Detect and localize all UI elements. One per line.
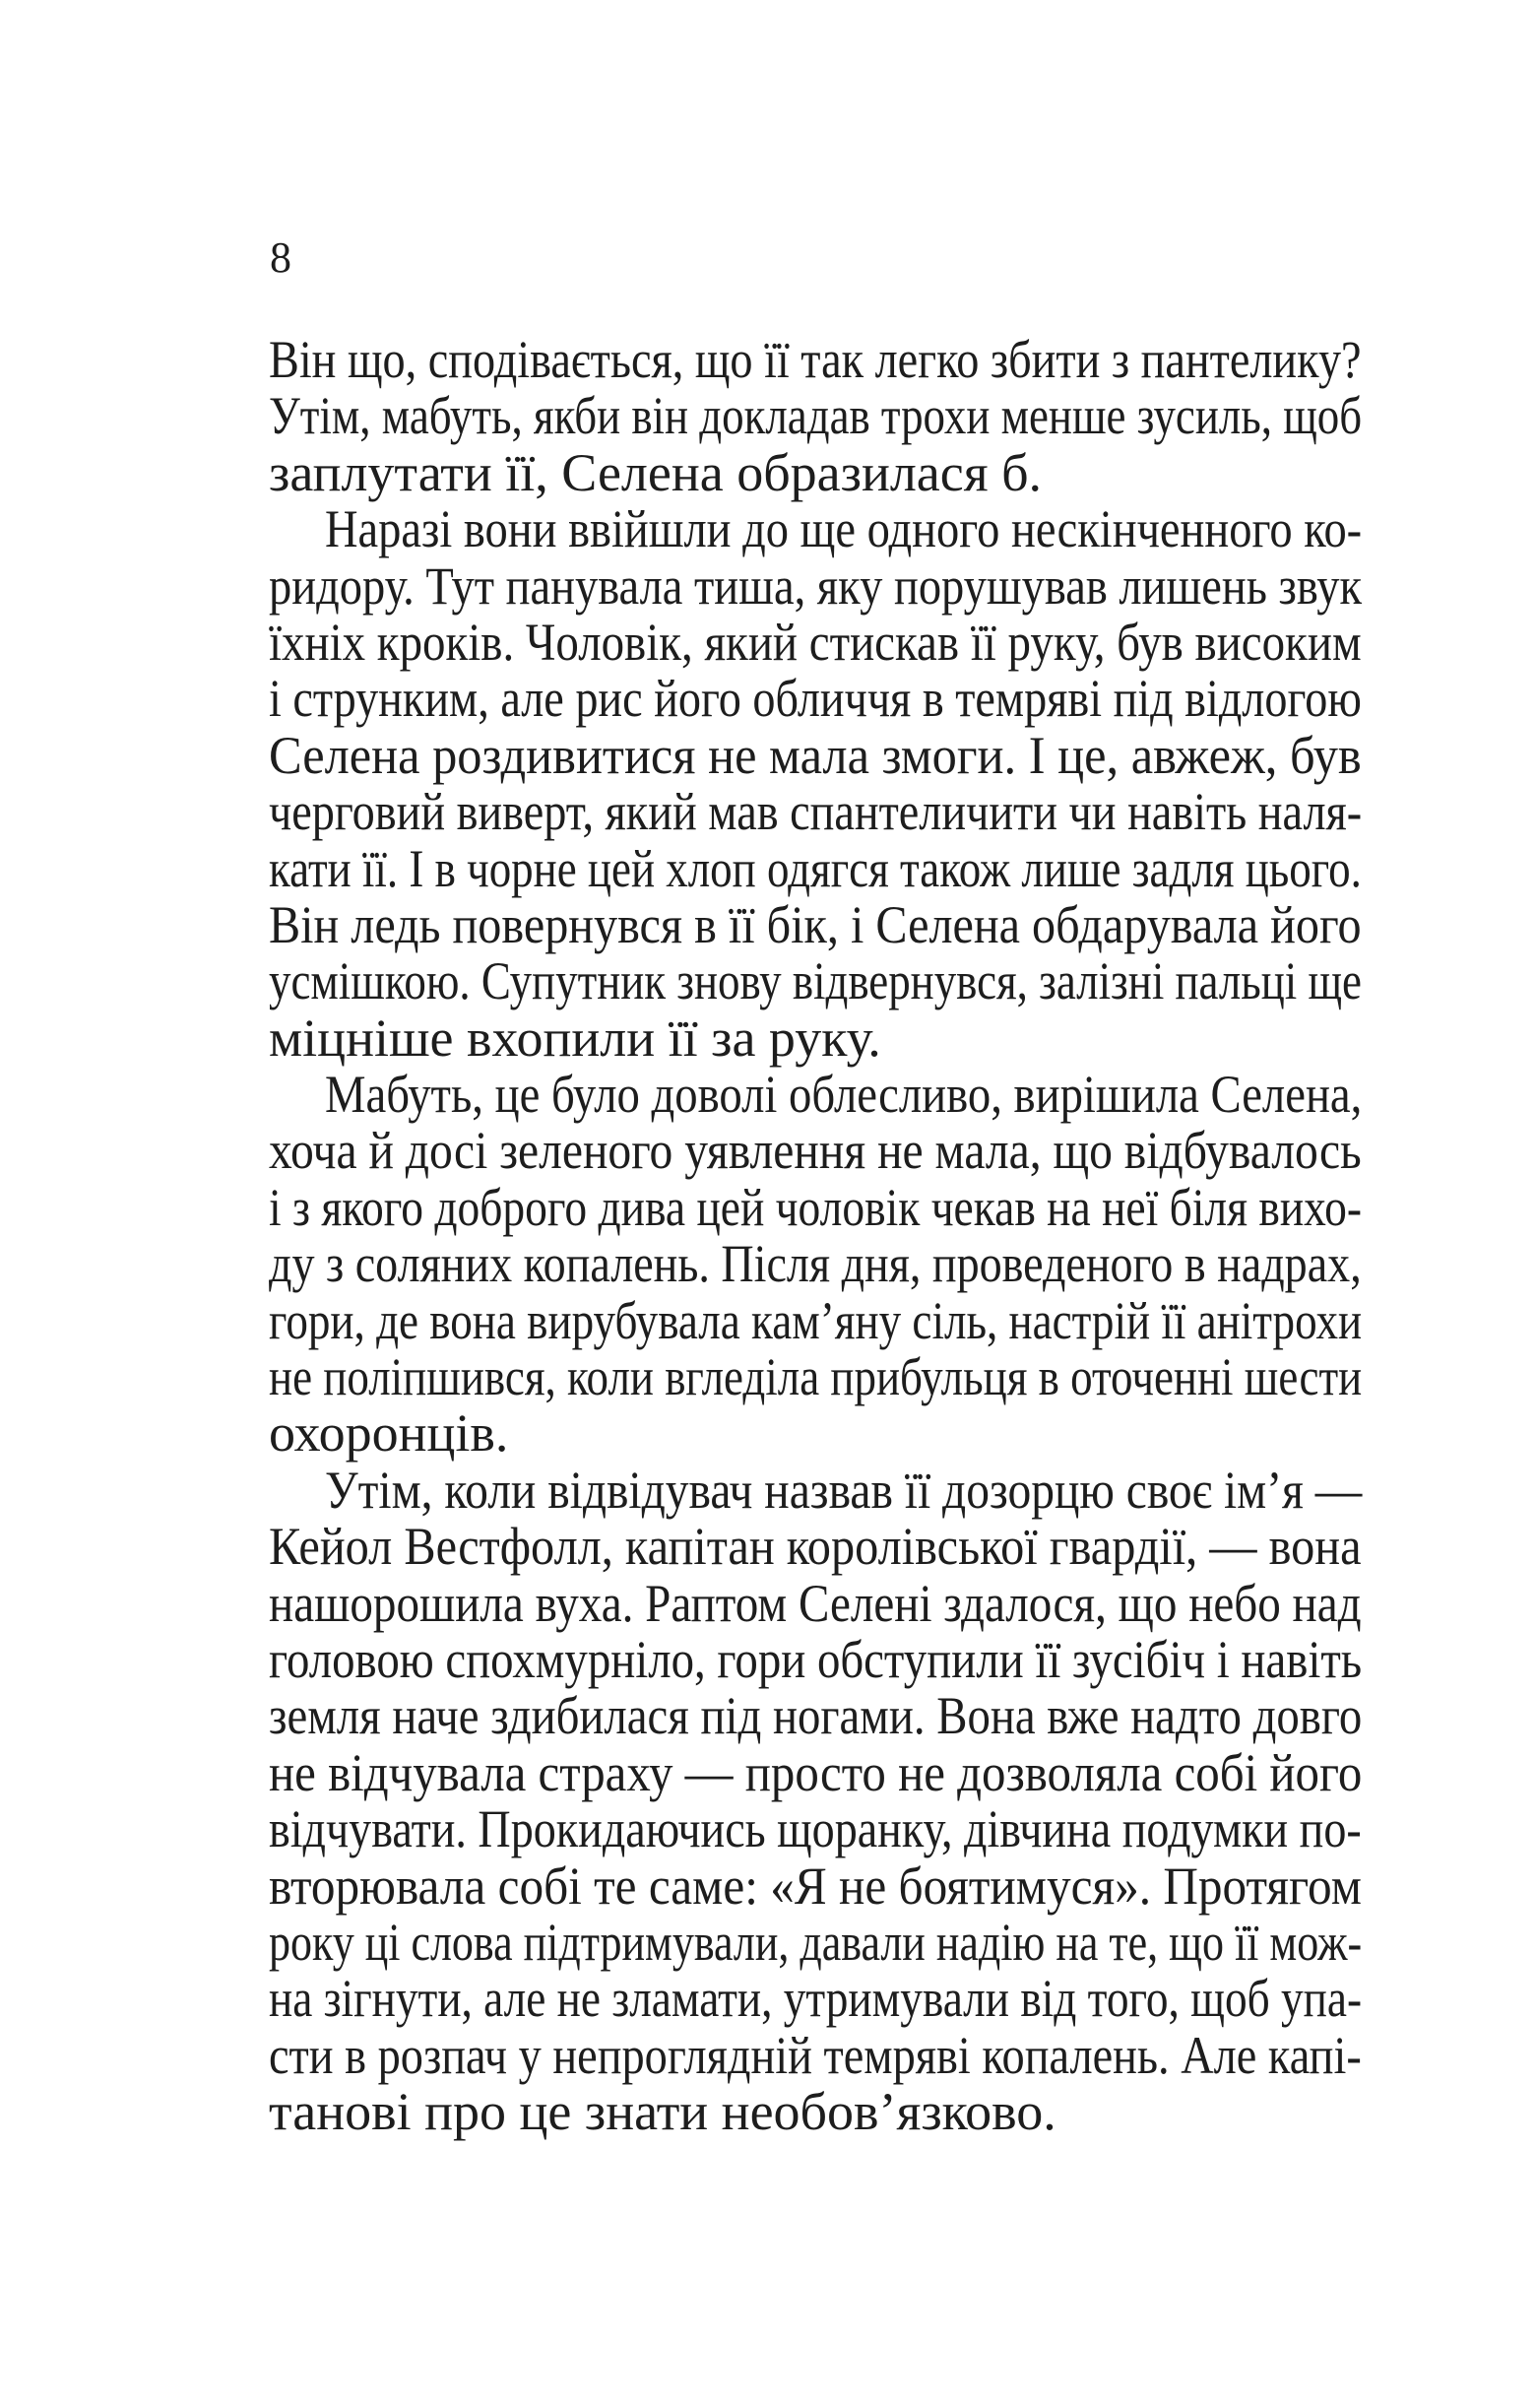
text-line-content: Він ледь повернувся в її бік, і Селена обдарувала його xyxy=(269,894,1362,954)
text-line xyxy=(269,1629,1363,1689)
text-line-content: танові про це знати необов’язково. xyxy=(269,2082,1056,2142)
text-line xyxy=(269,612,1362,672)
text-line-content: на зігнути, але не зламати, утримували від того, щоб упа- xyxy=(269,1969,1363,2029)
text-line xyxy=(269,1123,1362,1179)
text-line-content: відчувати. Прокидаючись щоранку, дівчина подумки по- xyxy=(269,1799,1362,1859)
text-line-content: міцніше вхопили її за руку. xyxy=(269,1008,881,1068)
text-line-content: кати її. І в чорне цей хлоп одягся також лише задля цього. xyxy=(269,838,1362,898)
text-line xyxy=(269,1236,1362,1292)
text-line xyxy=(269,1460,1363,1520)
text-line-content: ридору. Тут панувала тиша, яку порушував лишень звук xyxy=(269,555,1363,616)
text-line-content: вторювала собі те саме: «Я не боятимуся». Протягом xyxy=(269,1855,1362,1916)
text-line-content: нашорошила вуха. Раптом Селені здалося, що небо над xyxy=(269,1573,1362,1633)
text-line xyxy=(269,1067,1362,1123)
text-line-content: гори, де вона вирубувала кам’яну сіль, настрій її анітрохи xyxy=(269,1290,1363,1350)
text-line-content: не поліпшився, коли вгледіла прибульця в оточенні шести xyxy=(269,1347,1363,1407)
text-line xyxy=(269,501,1362,557)
text-line-content: земля наче здибилася під ногами. Вона вже надто довго xyxy=(269,1686,1363,1746)
text-line-content: сти в розпач у непроглядній темряві копалень. Але капі- xyxy=(269,2025,1362,2085)
text-line xyxy=(269,1177,1363,1237)
text-line-content: року ці слова підтримували, давали надію на те, що її мож- xyxy=(269,1912,1363,1972)
text-line xyxy=(269,1290,1363,1350)
text-line xyxy=(269,1912,1363,1972)
text-line xyxy=(269,894,1362,954)
text-line xyxy=(269,1010,1362,1067)
text-line xyxy=(269,671,1362,727)
text-line xyxy=(269,838,1362,898)
text-line xyxy=(269,725,1362,785)
text-line xyxy=(269,2025,1362,2085)
text-line-content: заплутати її, Селена образилася б. xyxy=(269,442,1043,502)
body-text-block xyxy=(269,332,1362,2141)
text-line xyxy=(269,1742,1363,1802)
text-line xyxy=(269,1801,1362,1857)
text-line-content: черговий виверт, який мав спантеличити чи навіть наля- xyxy=(269,782,1363,842)
text-line-content: охоронців. xyxy=(269,1403,509,1464)
text-line xyxy=(269,953,1362,1009)
text-line xyxy=(269,442,1362,502)
text-line-content: не відчувала страху — просто не дозволяла собі його xyxy=(269,1742,1363,1802)
text-line xyxy=(269,2084,1362,2140)
text-line-content: Мабуть, це було доволі облесливо, вирішила Селена, xyxy=(325,1065,1363,1125)
text-line xyxy=(269,1971,1362,2027)
text-line xyxy=(269,332,1362,388)
text-line xyxy=(269,1349,1362,1405)
page-number: 8 xyxy=(270,233,291,282)
text-line-content: хоча й досі зеленого уявлення не мала, що відбувалось xyxy=(269,1121,1362,1181)
text-line-content: і струнким, але рис його обличчя в темряві під відлогою xyxy=(269,669,1362,729)
text-line xyxy=(269,1855,1362,1916)
text-line xyxy=(269,1573,1362,1633)
text-line-content: Кейол Вестфолл, капітан королівської гвардії, — вона xyxy=(269,1517,1362,1577)
text-line-content: їхніх кроків. Чоловік, який стискав її руку, був високим xyxy=(269,612,1362,672)
text-line xyxy=(269,1519,1362,1575)
text-line xyxy=(269,784,1362,840)
text-line xyxy=(269,555,1363,616)
text-line-content: ду з соляних копалень. Після дня, проведеного в надрах, xyxy=(269,1234,1362,1294)
text-line xyxy=(269,388,1362,444)
text-line-content: Утім, мабуть, якби він докладав трохи менше зусиль, щоб xyxy=(269,386,1363,446)
text-line xyxy=(269,1688,1362,1744)
text-line-content: головою спохмурніло, гори обступили її зусібіч і навіть xyxy=(269,1629,1363,1689)
text-line-content: Селена роздивитися не мала змоги. І це, авжеж, був xyxy=(269,725,1362,785)
text-line-content: Він що, сподівається, що її так легко збити з пантелику? xyxy=(269,330,1362,389)
text-line xyxy=(269,1405,1362,1462)
text-line-content: Наразі вони ввійшли до ще одного нескінченного ко- xyxy=(325,499,1363,559)
text-line-content: Утім, коли відвідувач назвав її дозорцю своє ім’я — xyxy=(325,1460,1363,1520)
text-line-content: усмішкою. Супутник знову відвернувся, залізні пальці ще xyxy=(269,951,1362,1011)
text-line-content: і з якого доброго дива цей чоловік чекав на неї біля вихо- xyxy=(269,1177,1363,1237)
